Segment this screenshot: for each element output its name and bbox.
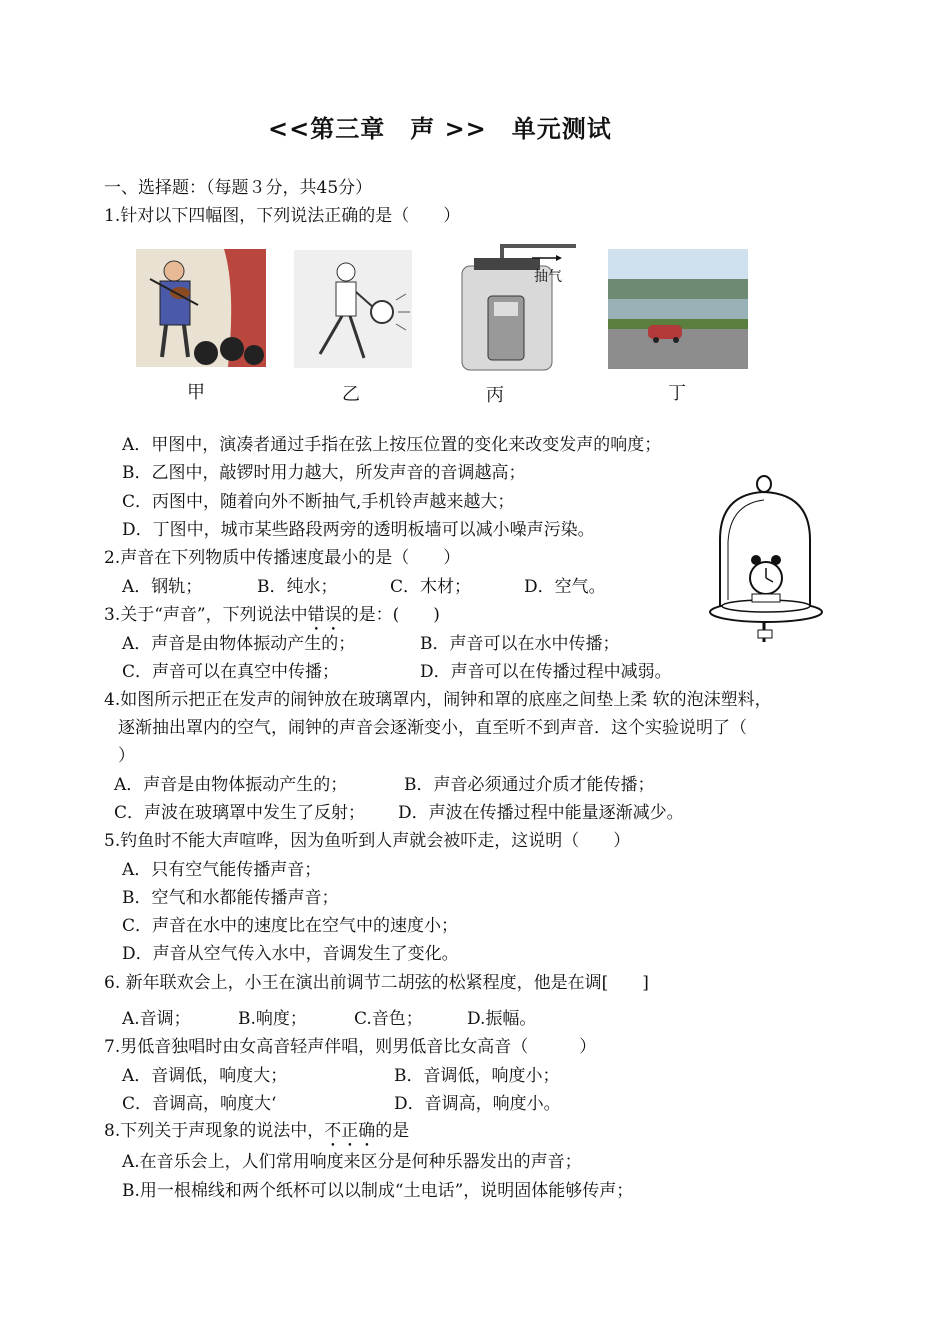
question-4-line-2: 逐渐抽出罩内的空气，闹钟的声音会逐渐变小，直至听不到声音．这个实验说明了（ — [118, 718, 747, 738]
question-6-stem: 6. 新年联欢会上，小王在演出前调节二胡弦的松紧程度，他是在调[ ] — [104, 973, 649, 993]
q1-option-c: C．丙图中，随着向外不断抽气,手机铃声越来越大； — [122, 492, 515, 512]
q7-option-b: B．音调低，响度小； — [394, 1066, 560, 1086]
q2-option-b: B．纯水； — [257, 577, 338, 597]
q6-option-b: B.响度； — [238, 1009, 307, 1029]
q1-option-d: D．丁图中，城市某些路段两旁的透明板墙可以减小噪声污染。 — [122, 520, 595, 540]
q3-stem-post: 的是：( ) — [341, 605, 440, 625]
q6-option-a: A.音调； — [122, 1009, 191, 1029]
q4-option-b: B．声音必须通过介质才能传播； — [404, 775, 655, 795]
q3-option-b: B．声音可以在水中传播； — [420, 634, 620, 654]
q1-option-a: A．甲图中，演凑者通过手指在弦上按压位置的变化来改变发声的响度； — [122, 435, 662, 455]
q3-option-a: A．声音是由物体振动产生的； — [122, 634, 356, 654]
question-3-stem — [104, 604, 440, 635]
q8-option-b: B.用一根棉线和两个纸杯可以以制成“土电话”，说明固体能够传声； — [122, 1181, 634, 1201]
q2-option-c: C．木材； — [390, 577, 472, 597]
question-5-stem: 5.钓鱼时不能大声喧哗，因为鱼听到人声就会被吓走，这说明（ ） — [104, 831, 631, 851]
q7-option-c: C．音调高，响度大‘ — [122, 1094, 277, 1114]
q7-option-d: D．音调高，响度小。 — [394, 1094, 561, 1114]
caption-yi: 乙 — [342, 384, 360, 405]
q8-stem-post: 的是 — [375, 1121, 410, 1141]
question-7-stem: 7.男低音独唱时由女高音轻声伴唱，则男低音比女高音（ ） — [104, 1037, 597, 1057]
q8-option-a: A.在音乐会上，人们常用响度来区分是何种乐器发出的声音； — [122, 1152, 582, 1172]
q4-option-a: A．声音是由物体振动产生的； — [114, 775, 348, 795]
gong-figure — [294, 250, 412, 368]
caption-jia: 甲 — [187, 382, 205, 403]
q1-option-b: B．乙图中，敲锣时用力越大，所发声音的音调越高； — [122, 463, 526, 483]
q5-option-a: A．只有空气能传播声音； — [122, 860, 322, 880]
question-4-line-1: 4.如图所示把正在发声的闹钟放在玻璃罩内，闹钟和罩的底座之间垫上柔 软的泡沫塑料， — [104, 690, 772, 710]
question-1-stem: 1.针对以下四幅图，下列说法正确的是（ ） — [104, 206, 461, 226]
q3-option-d: D．声音可以在传播过程中减弱。 — [420, 662, 672, 682]
q8-stem-pre: 8.下列关于声现象的说法中， — [104, 1121, 325, 1141]
q5-option-d: D．声音从空气传入水中，音调发生了变化。 — [122, 944, 459, 964]
q7-option-a: A．音调低，响度大； — [122, 1066, 288, 1086]
q3-stem-emphasis: 错误 — [307, 605, 342, 625]
q6-option-d: D.振幅。 — [467, 1009, 537, 1029]
q4-option-d: D．声波在传播过程中能量逐渐减少。 — [398, 803, 684, 823]
q5-option-c: C．声音在水中的速度比在空气中的速度小； — [122, 916, 459, 936]
caption-bing: 丙 — [486, 385, 504, 406]
q3-stem-pre: 3.关于“声音”，下列说法中 — [104, 605, 308, 625]
question-2-stem: 2.声音在下列物质中传播速度最小的是（ ） — [104, 548, 461, 568]
caption-ding: 丁 — [668, 383, 686, 404]
page-title: <<第三章 声 >> 单元测试 — [268, 114, 612, 143]
phone-jar-figure — [456, 238, 576, 373]
q8-stem-emphasis: 不正确 — [324, 1121, 376, 1141]
q4-option-c: C．声波在玻璃罩中发生了反射； — [114, 803, 366, 823]
question-4-line-3: ） — [118, 746, 135, 766]
q3-option-c: C．声音可以在真空中传播； — [122, 662, 340, 682]
question-8-stem — [104, 1120, 409, 1151]
q6-option-c: C.音色； — [354, 1009, 423, 1029]
section-heading: 一、选择题：（每题３分，共45分） — [104, 178, 373, 198]
q2-option-d: D．空气。 — [524, 577, 606, 597]
violinist-figure — [136, 249, 266, 367]
q2-option-a: A．钢轨； — [122, 577, 203, 597]
q5-option-b: B．空气和水都能传播声音； — [122, 888, 339, 908]
pump-label: 抽气 — [534, 269, 562, 285]
bell-jar-figure — [706, 470, 828, 652]
road-barrier-figure — [608, 249, 748, 369]
